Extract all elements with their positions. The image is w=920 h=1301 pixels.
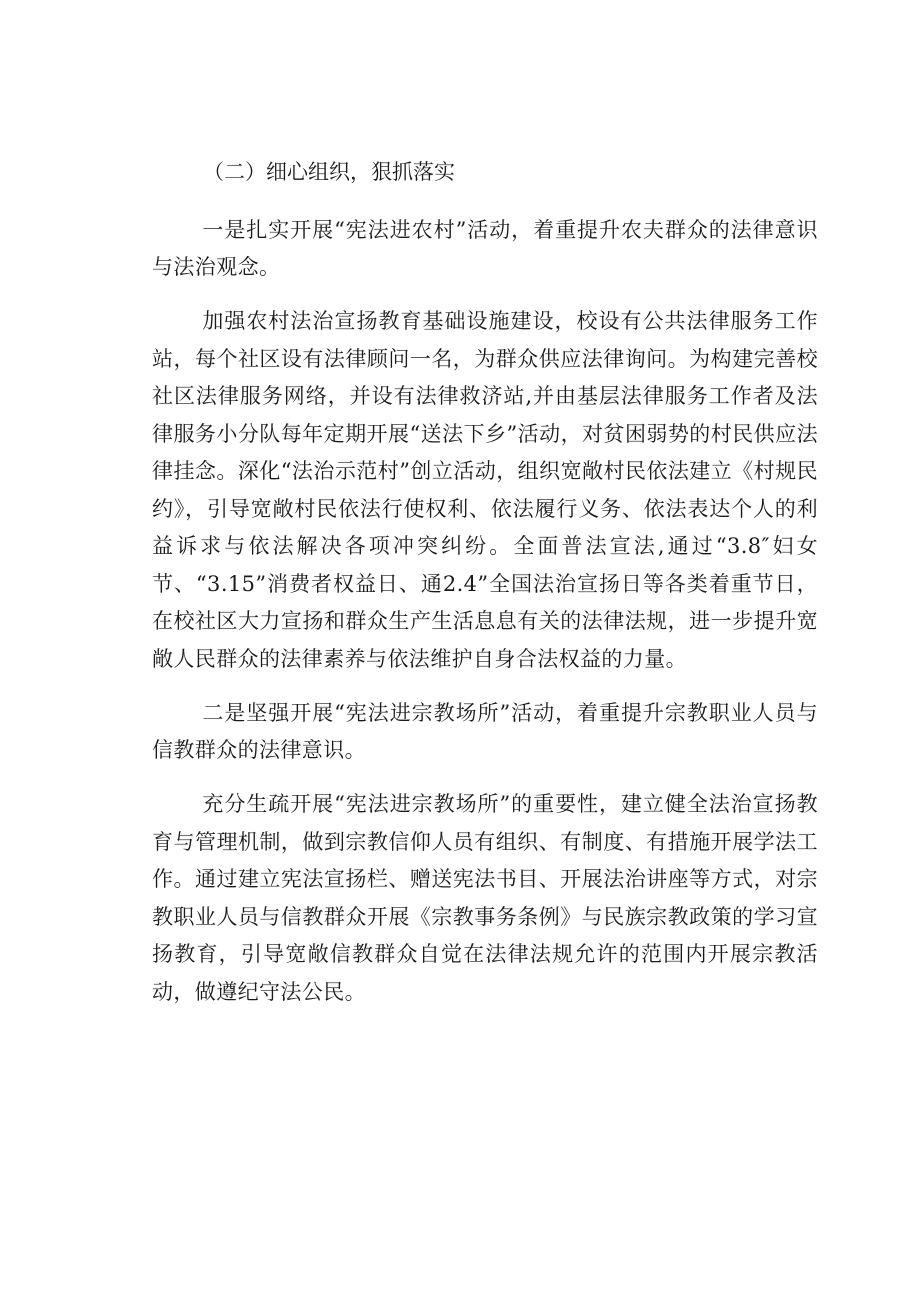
paragraph-3: 二是坚强开展“宪法进宗教场所”活动，着重提升宗教职业人员与信教群众的法律意识。 [152,701,818,762]
paragraph-4: 充分生疏开展“宪法进宗教场所”的重要性，建立健全法治宣扬教育与管理机制，做到宗教信仰人员有组织、有制度、有措施开展学法工作。通过建立宪法宣扬栏、赠送宪法书目、开展法治讲座等方式，对宗教职业人员与信教群众开展《宗教事务条例》与民族宗教政策的学习宣扬教育，引导宽敞信教群众自觉在法律法规允许的范围内开展宗教活动，做遵纪守法公民。 [152,792,818,1004]
paragraph-2: 加强农村法治宣扬教育基础设施建设，校设有公共法律服务工作站，每个社区设有法律顾问一名，为群众供应法律询问。为构建完善校社区法律服务网络，并设有法律救济站,并由基层法律服务工作者及法律服务小分队每年定期开展“送法下乡”活动，对贫困弱势的村民供应法律挂念。深化“法治示范村”创立活动，组织宽敞村民依法建立《村规民约》，引导宽敞村民依法行使权利、依法履行义务、依法表达个人的利益诉求与依法解决各项冲突纠纷。全面普法宣法,通过“3.8″妇女节、“3.15”消费者权益日、通2.4”全国法治宣扬日等各类着重节日，在校社区大力宣扬和群众生产生活息息有关的法律法规，进一步提升宽敞人民群众的法律素养与依法维护自身合法权益的力量。 [152,309,818,671]
document-page [152,148,818,1028]
paragraph-1: 一是扎实开展“宪法进农村”活动，着重提升农夫群众的法律意识与法治观念。 [152,218,818,279]
section-heading: （二）细心组织，狠抓落实 [203,160,455,184]
